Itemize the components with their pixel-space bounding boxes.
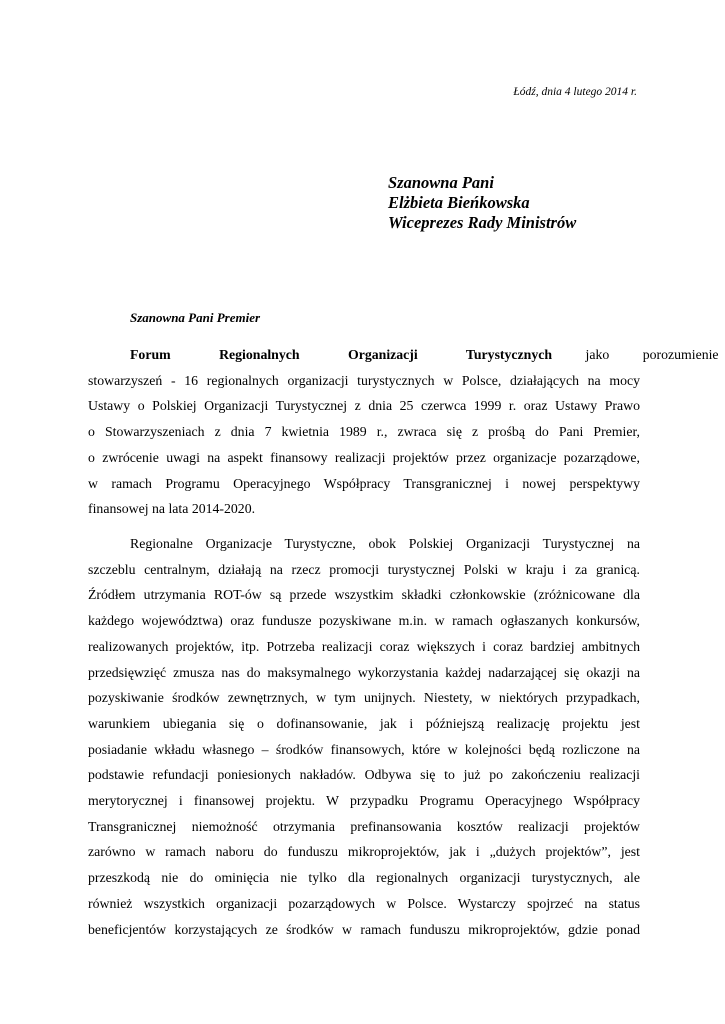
paragraph-2-line: również wszystkich organizacji pozarządowych w Polsce. Wystarczy spojrzeć na status (88, 895, 640, 911)
paragraph-2-line: przeszkodą nie do ominięcia nie tylko dla regionalnych organizacji turystycznych, ale (88, 870, 640, 886)
paragraph-2-line: realizowanych projektów, itp. Potrzeba realizacji coraz większych i coraz bardziej ambitnych (88, 638, 640, 654)
salutation: Szanowna Pani Premier (130, 310, 261, 325)
paragraph-1-line: w ramach Programu Operacyjnego Współpracy Transgranicznej i nowej perspektywy (88, 475, 640, 491)
recipient-block (388, 173, 576, 233)
paragraph-1-line: o zwrócenie uwagi na aspekt finansowy realizacji projektów przez organizacje pozarządowe, (88, 449, 640, 465)
paragraph-2 (88, 531, 640, 942)
recipient-greeting: Szanowna Pani (388, 173, 494, 192)
recipient-name: Elżbieta Bieńkowska (388, 193, 530, 212)
paragraph-2-line: Transgranicznej niemożność otrzymania prefinansowania kosztów realizacji projektów (88, 818, 640, 834)
paragraph-1-line: Forum Regionalnych Organizacji Turystycznych jako porozumienie (130, 347, 719, 362)
organization-name: Forum Regionalnych Organizacji Turystycznych (130, 347, 553, 362)
paragraph-2-line: pozyskiwanie środków zewnętrznych, w tym unijnych. Niestety, w niektórych przypadkach, (88, 690, 640, 706)
paragraph-2-line: podstawie refundacji poniesionych nakładów. Odbywa się to już po zakończeniu realizacji (88, 767, 640, 783)
paragraph-2-line: beneficjentów korzystających ze środków w ramach funduszu mikroprojektów, gdzie ponad (88, 921, 640, 937)
paragraph-2-line: merytorycznej i finansowej projektu. W przypadku Programu Operacyjnego Współpracy (88, 793, 640, 809)
paragraph-1-line: finansowej na lata 2014-2020. (88, 501, 256, 517)
paragraph-1-line: Ustawy o Polskiej Organizacji Turystycznej z dnia 25 czerwca 1999 r. oraz Ustawy Prawo (88, 398, 640, 414)
paragraph-1-line: stowarzyszeń - 16 regionalnych organizacji turystycznych w Polsce, działających na mocy (88, 372, 640, 388)
letter-date: Łódź, dnia 4 lutego 2014 r. (513, 86, 637, 98)
paragraph-1 (88, 342, 719, 522)
paragraph-2-line: Regionalne Organizacje Turystyczne, obok Polskiej Organizacji Turystycznej na (130, 536, 640, 551)
paragraph-2-line: warunkiem ubiegania się o dofinansowanie, jak i późniejszą realizację projektu jest (88, 715, 640, 731)
paragraph-2-line: przedsięwzięć zmusza nas do maksymalnego wykorzystania każdej nadarzającej się okazji na (88, 664, 640, 680)
paragraph-2-line: Źródłem utrzymania ROT-ów są przede wszystkim składki członkowskie (zróżnicowane dla (88, 587, 640, 603)
paragraph-1-line: o Stowarzyszeniach z dnia 7 kwietnia 1989 r., zwraca się z prośbą do Pani Premier, (88, 424, 640, 440)
recipient-title: Wiceprezes Rady Ministrów (388, 213, 577, 232)
paragraph-2-line: posiadanie wkładu własnego – środków finansowych, które w kolejności będą rozliczone na (88, 741, 640, 757)
paragraph-2-line: szczeblu centralnym, działają na rzecz promocji turystycznej Polski w kraju i za granicą. (88, 561, 640, 577)
paragraph-2-line: zarówno w ramach naboru do funduszu mikroprojektów, jak i „dużych projektów”, jest (88, 844, 640, 860)
paragraph-2-line: każdego województwa) oraz fundusze pozyskiwane m.in. w ramach ogłaszanych konkursów, (88, 613, 640, 629)
